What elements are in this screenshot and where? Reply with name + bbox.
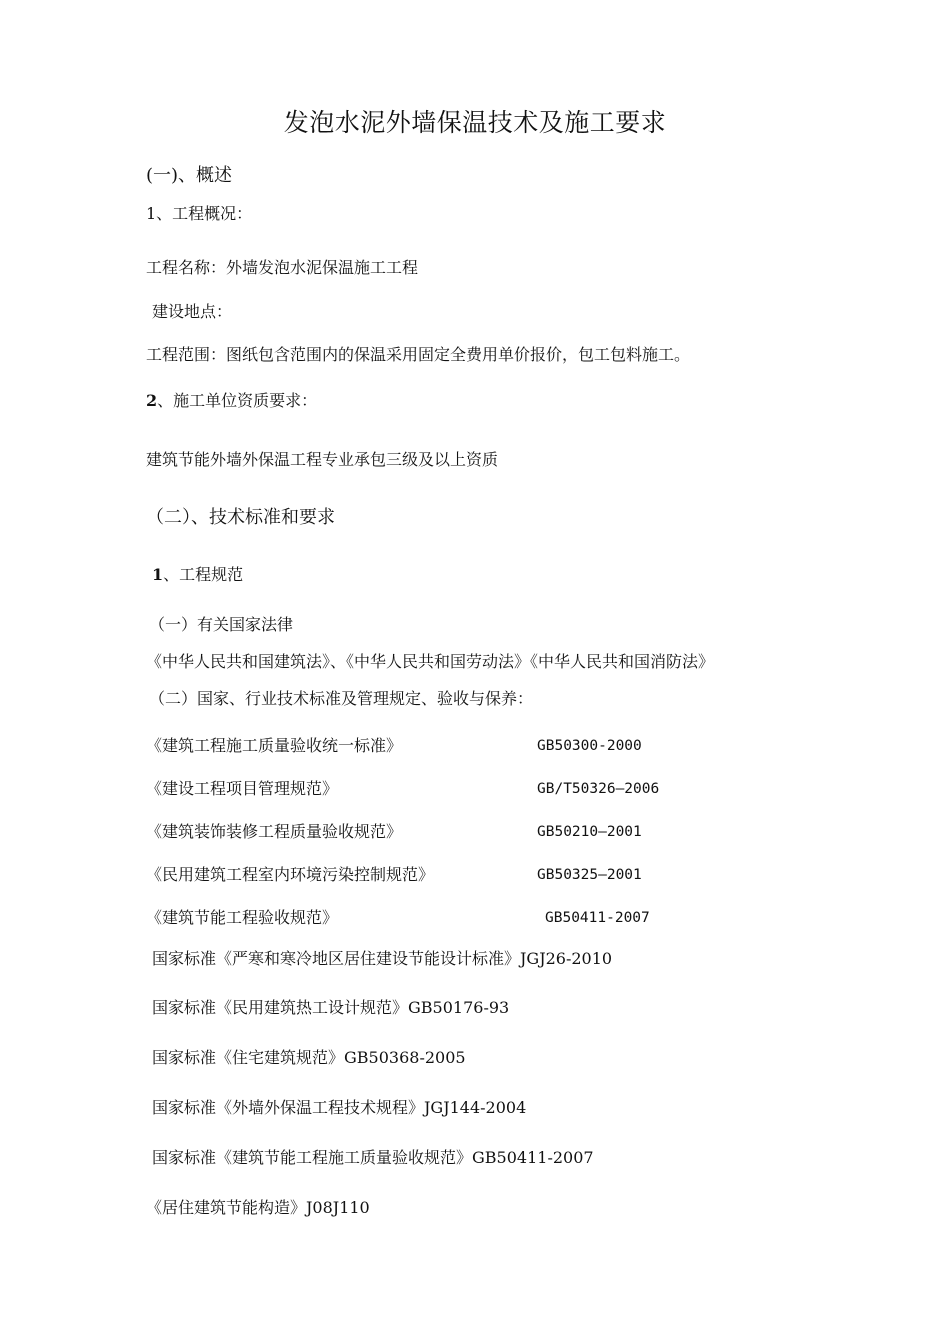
section-heading-overview: (一)、概述	[146, 165, 233, 186]
document-title: 发泡水泥外墙保温技术及施工要求	[283, 108, 667, 137]
standard-code: GB/T50326—2006	[537, 781, 660, 797]
standard-name: 《建筑装饰装修工程质量验收规范》	[146, 822, 403, 841]
standard-name: 《建筑工程施工质量验收统一标准》	[146, 736, 403, 755]
national-standard-item: 国家标准《民用建筑热工设计规范》GB50176-93	[152, 998, 510, 1017]
standards-heading: （二）国家、行业技术标准及管理规定、验收与保养：	[149, 689, 534, 708]
standard-name: 《民用建筑工程室内环境污染控制规范》	[146, 865, 435, 884]
national-standard-item: 国家标准《住宅建筑规范》GB50368-2005	[152, 1048, 466, 1067]
national-standard-item: 国家标准《建筑节能工程施工质量验收规范》GB50411-2007	[152, 1148, 594, 1167]
subheading-qualification	[146, 393, 317, 409]
location-line: 建设地点：	[152, 302, 233, 321]
subheading-project-overview: 1、工程概况：	[146, 204, 253, 223]
project-name-line: 工程名称：外墙发泡水泥保温施工工程	[146, 258, 419, 277]
qualification-line: 建筑节能外墙外保温工程专业承包三级及以上资质	[146, 450, 499, 469]
laws-heading: （一）有关国家法律	[149, 615, 294, 634]
standard-code: GB50210—2001	[537, 824, 642, 840]
standard-code: GB50325—2001	[537, 867, 642, 883]
subheading-engineering-codes	[152, 567, 243, 583]
national-standard-item: 国家标准《外墙外保温工程技术规程》JGJ144-2004	[152, 1098, 527, 1117]
standard-name: 《建筑节能工程验收规范》	[146, 908, 339, 927]
subheading-text: 、工程规范	[163, 565, 244, 584]
last-standard-line: 《居住建筑节能构造》J08J110	[146, 1198, 370, 1217]
standard-code: GB50300-2000	[537, 738, 642, 754]
subheading-number: 2	[146, 391, 158, 410]
standard-name: 《建设工程项目管理规范》	[146, 779, 339, 798]
section-heading-technical: （二）、技术标准和要求	[146, 507, 335, 528]
subheading-text: 、施工单位资质要求：	[157, 391, 318, 410]
national-standard-item: 国家标准《严寒和寒冷地区居住建设节能设计标准》JGJ26-2010	[152, 949, 613, 968]
standard-code: GB50411-2007	[545, 910, 650, 926]
laws-text: 《中华人民共和国建筑法》、《中华人民共和国劳动法》《中华人民共和国消防法》	[146, 652, 715, 671]
scope-line: 工程范围：图纸包含范围内的保温采用固定全费用单价报价，包工包料施工。	[146, 345, 691, 364]
subheading-number: 1	[152, 565, 164, 584]
